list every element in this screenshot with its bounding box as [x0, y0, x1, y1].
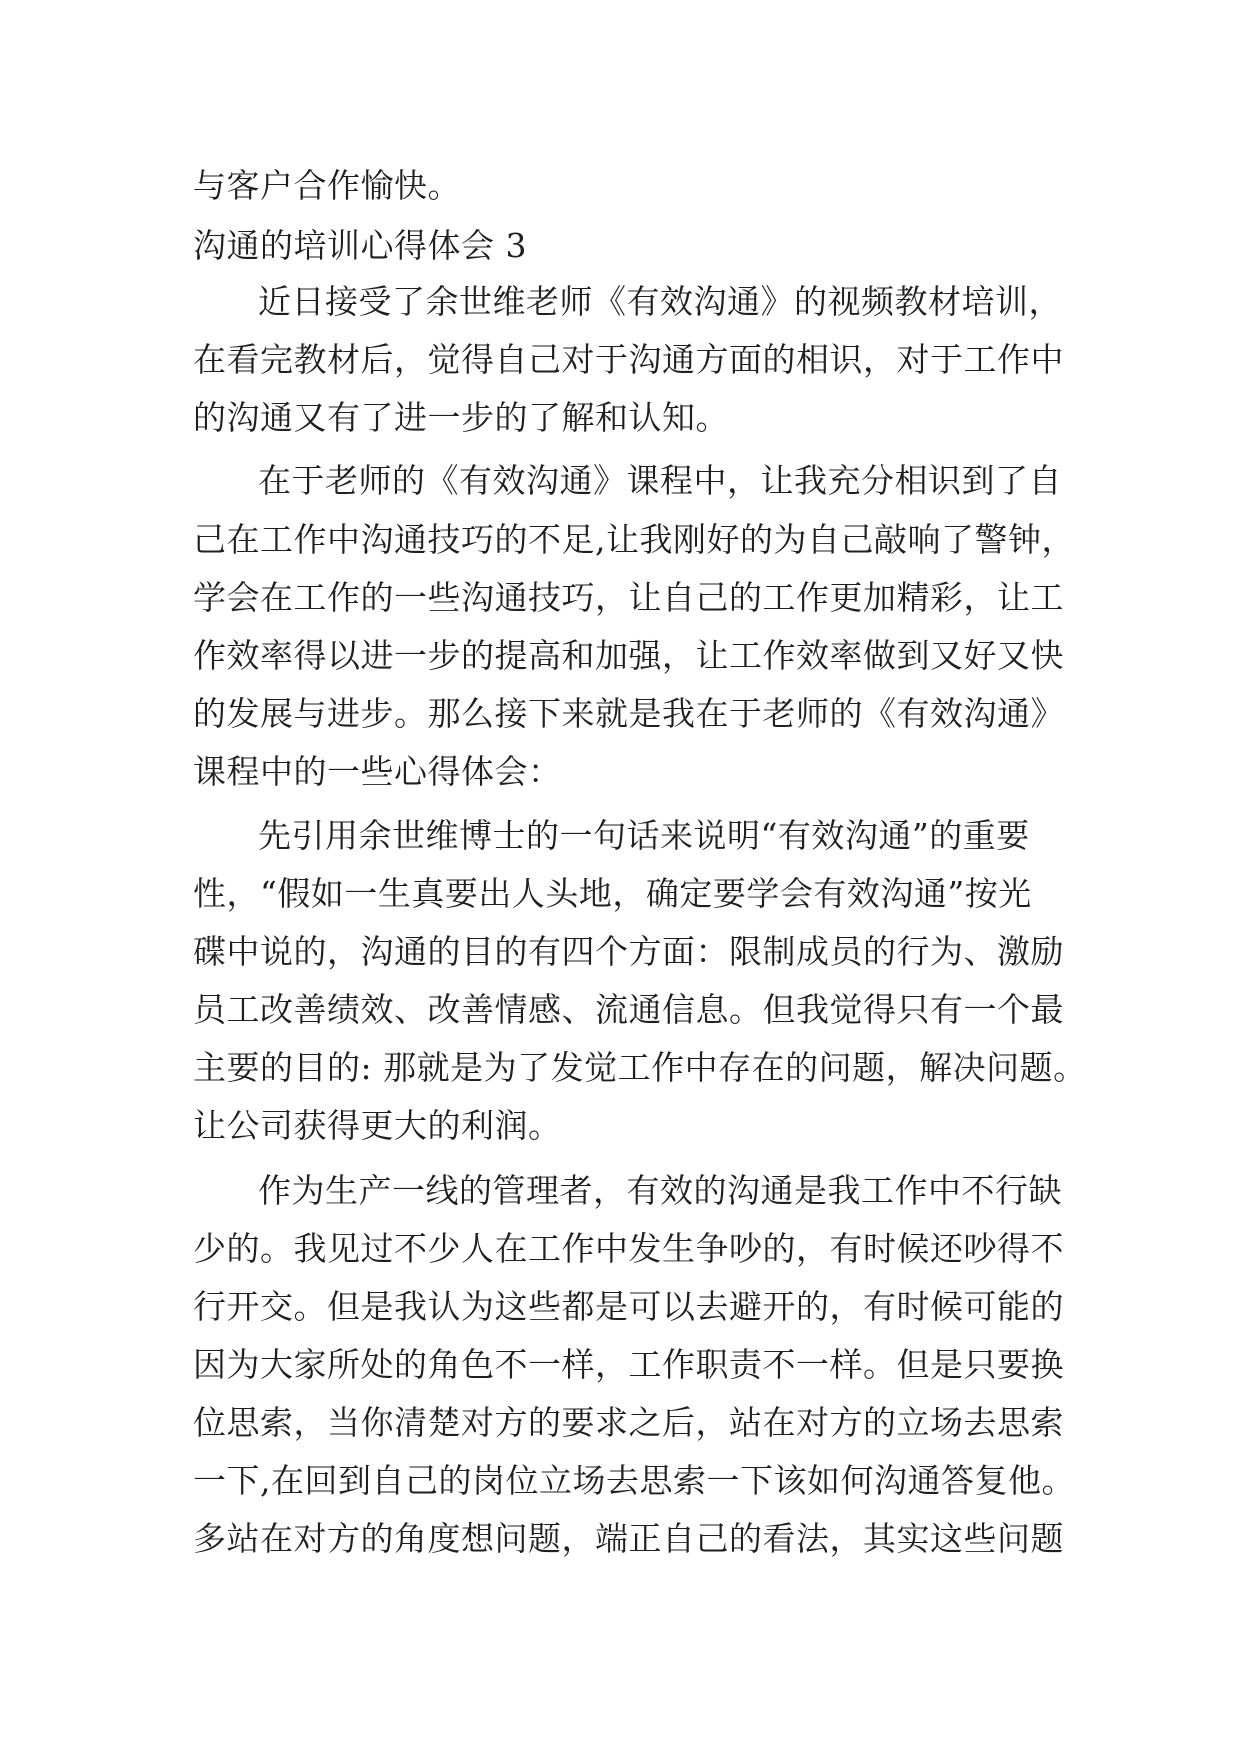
- paragraph-1-line-1: 近日接受了余世维老师《有效沟通》的视频教材培训，: [258, 282, 1062, 321]
- paragraph-1-line-3: 的沟通又有了进一步的了解和认知。: [193, 398, 729, 437]
- paragraph-4-line-6: 一下,在回到自己的岗位立场去思索一下该如何沟通答复他。: [193, 1461, 1075, 1500]
- paragraph-4-line-4: 因为大家所处的角色不一样，工作职责不一样。但是只要换: [193, 1345, 1064, 1384]
- paragraph-2-line-1: 在于老师的《有效沟通》课程中，让我充分相识到了自: [258, 461, 1062, 500]
- paragraph-4-line-3: 行开交。但是我认为这些都是可以去避开的，有时候可能的: [193, 1287, 1064, 1326]
- paragraph-1-line-2: 在看完教材后，觉得自己对于沟通方面的相识，对于工作中: [193, 340, 1064, 379]
- paragraph-4-line-1: 作为生产一线的管理者，有效的沟通是我工作中不行缺: [258, 1171, 1062, 1210]
- section-heading: 沟通的培训心得体会 3: [193, 226, 527, 265]
- text-line-1: 与客户合作愉快。: [193, 166, 461, 205]
- paragraph-3-line-2: 性，“假如一生真要出人头地，确定要学会有效沟通”按光: [193, 874, 1032, 913]
- paragraph-3-line-4: 员工改善绩效、改善情感、流通信息。但我觉得只有一个最: [193, 990, 1064, 1029]
- paragraph-3-line-3: 碟中说的，沟通的目的有四个方面：限制成员的行为、激励: [193, 932, 1064, 971]
- paragraph-3-line-1: 先引用余世维博士的一句话来说明“有效沟通”的重要: [258, 816, 1030, 855]
- paragraph-3-line-6: 让公司获得更大的利润。: [193, 1106, 562, 1145]
- paragraph-2-line-5: 的发展与进步。那么接下来就是我在于老师的《有效沟通》: [193, 694, 1064, 733]
- paragraph-4-line-5: 位思索，当你清楚对方的要求之后，站在对方的立场去思索: [193, 1403, 1064, 1442]
- paragraph-2-line-2: 己在工作中沟通技巧的不足,让我刚好的为自己敲响了警钟，: [193, 520, 1075, 559]
- paragraph-2-line-4: 作效率得以进一步的提高和加强，让工作效率做到又好又快: [193, 636, 1064, 675]
- paragraph-4-line-2: 少的。我见过不少人在工作中发生争吵的，有时候还吵得不: [193, 1229, 1064, 1268]
- paragraph-2-line-6: 课程中的一些心得体会：: [193, 752, 562, 791]
- paragraph-2-line-3: 学会在工作的一些沟通技巧，让自己的工作更加精彩，让工: [193, 578, 1064, 617]
- paragraph-3-line-5: 主要的目的: 那就是为了发觉工作中存在的问题，解决问题。: [193, 1048, 1087, 1087]
- paragraph-4-line-7: 多站在对方的角度想问题，端正自己的看法，其实这些问题: [193, 1519, 1064, 1558]
